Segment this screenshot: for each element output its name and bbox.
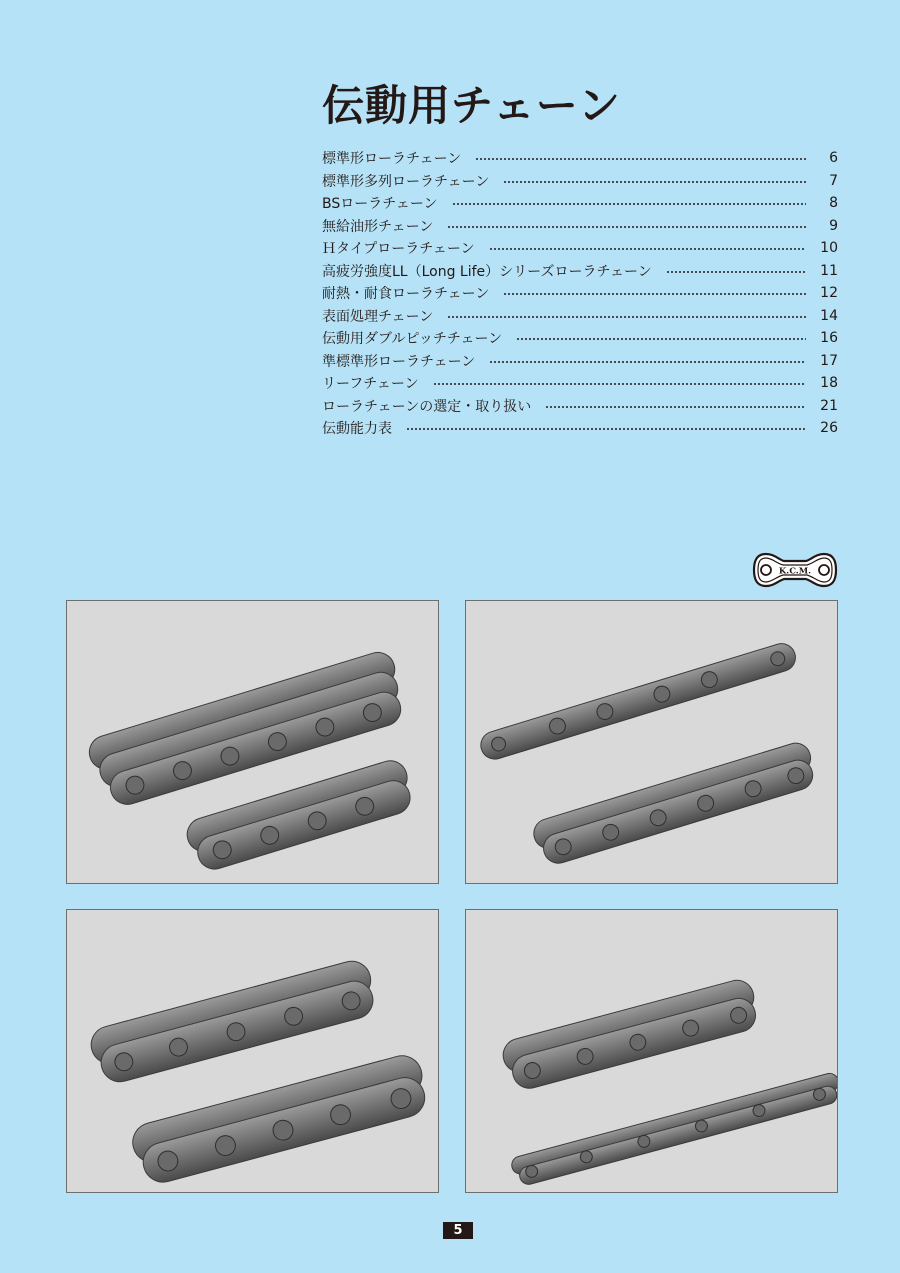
page-title: 伝動用チェーン bbox=[322, 81, 621, 130]
toc-entry-label: 高疲労強度LL（Long Life）シリーズローラチェーン bbox=[322, 263, 652, 280]
toc-entry[interactable] bbox=[322, 192, 838, 215]
logo-text: K.C.M. bbox=[778, 566, 812, 577]
page-number: 5 bbox=[443, 1222, 473, 1239]
toc-entry-label: ローラチェーンの選定・取り扱い bbox=[322, 398, 532, 415]
toc-entry[interactable] bbox=[322, 282, 838, 305]
toc-leader-dots bbox=[516, 338, 806, 340]
toc-entry-page: 26 bbox=[820, 420, 838, 437]
toc-entry-label: Ｈタイプローラチェーン bbox=[322, 241, 475, 258]
table-of-contents bbox=[322, 147, 838, 440]
toc-entry[interactable] bbox=[322, 372, 838, 395]
toc-entry-label: 標準形ローラチェーン bbox=[322, 151, 462, 168]
chain-photo-double-pitch bbox=[465, 600, 838, 884]
toc-leader-dots bbox=[503, 181, 806, 183]
toc-entry-page: 11 bbox=[820, 262, 838, 279]
toc-entry-page: 17 bbox=[820, 352, 838, 369]
toc-entry-label: 表面処理チェーン bbox=[322, 308, 434, 325]
toc-entry-page: 8 bbox=[829, 195, 838, 212]
toc-entry[interactable] bbox=[322, 395, 838, 418]
toc-leader-dots bbox=[489, 361, 806, 363]
roller-chain-photo-double-pitch-icon bbox=[466, 601, 837, 883]
toc-entry-label: リーフチェーン bbox=[322, 376, 419, 393]
toc-entry-page: 7 bbox=[829, 172, 838, 189]
toc-entry-label: 伝動能力表 bbox=[322, 421, 392, 438]
toc-entry-page: 12 bbox=[820, 285, 838, 302]
roller-chain-photo-standard-icon bbox=[67, 910, 438, 1192]
toc-leader-dots bbox=[447, 226, 806, 228]
toc-entry[interactable] bbox=[322, 327, 838, 350]
toc-entry[interactable] bbox=[322, 147, 838, 170]
toc-entry-page: 6 bbox=[829, 150, 838, 167]
toc-entry[interactable] bbox=[322, 237, 838, 260]
chain-link-logo-icon bbox=[752, 550, 838, 590]
toc-leader-dots bbox=[545, 406, 806, 408]
toc-entry-label: BSローラチェーン bbox=[322, 196, 438, 213]
toc-leader-dots bbox=[666, 271, 806, 273]
toc-leader-dots bbox=[503, 293, 806, 295]
toc-entry-page: 14 bbox=[820, 307, 838, 324]
toc-entry[interactable] bbox=[322, 260, 838, 283]
toc-entry[interactable] bbox=[322, 350, 838, 373]
toc-leader-dots bbox=[452, 203, 806, 205]
roller-chain-photo-leaf-icon bbox=[466, 910, 837, 1192]
toc-entry-label: 準標準形ローラチェーン bbox=[322, 353, 476, 370]
toc-entry[interactable] bbox=[322, 215, 838, 238]
toc-entry[interactable] bbox=[322, 305, 838, 328]
toc-leader-dots bbox=[475, 158, 806, 160]
toc-entry-label: 標準形多列ローラチェーン bbox=[322, 173, 490, 190]
toc-entry-page: 10 bbox=[820, 240, 838, 257]
toc-entry[interactable] bbox=[322, 417, 838, 440]
chain-photo-standard bbox=[66, 909, 439, 1193]
toc-leader-dots bbox=[489, 248, 806, 250]
chain-photo-multi-strand bbox=[66, 600, 439, 884]
toc-entry-label: 耐熱・耐食ローラチェーン bbox=[322, 286, 490, 303]
toc-entry-page: 9 bbox=[829, 217, 838, 234]
toc-entry-label: 伝動用ダブルピッチチェーン bbox=[322, 331, 503, 348]
toc-leader-dots bbox=[406, 428, 806, 430]
toc-entry-label: 無給油形チェーン bbox=[322, 218, 434, 235]
toc-entry-page: 18 bbox=[820, 375, 838, 392]
kcm-logo bbox=[752, 550, 838, 590]
toc-leader-dots bbox=[447, 316, 806, 318]
roller-chain-photo-multi-strand-icon bbox=[67, 601, 438, 883]
toc-leader-dots bbox=[433, 383, 806, 385]
chain-photo-leaf bbox=[465, 909, 838, 1193]
toc-entry-page: 21 bbox=[820, 397, 838, 414]
toc-entry[interactable] bbox=[322, 170, 838, 193]
toc-entry-page: 16 bbox=[820, 330, 838, 347]
